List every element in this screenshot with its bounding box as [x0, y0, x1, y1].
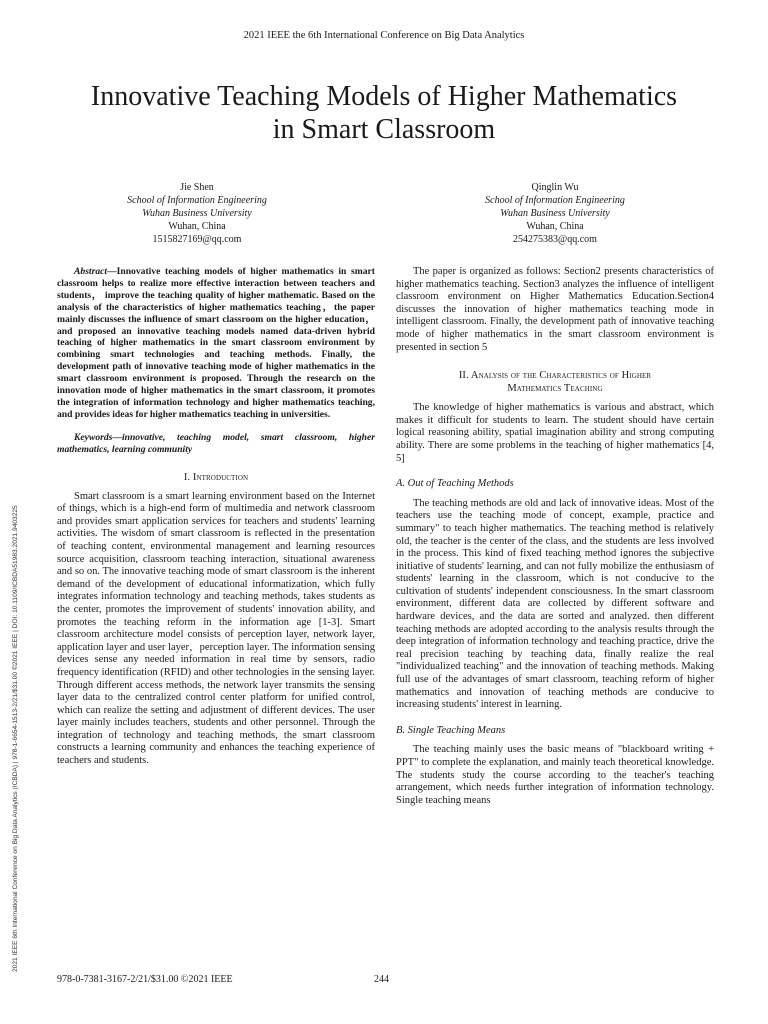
section-heading-line-1: II. Analysis of the Characteristics of Higher — [458, 370, 652, 382]
author-location: Wuhan, China — [168, 221, 226, 232]
subsection-heading-b: B. Single Teaching Means — [396, 724, 506, 736]
title-line-1: Innovative Teaching Models of Higher Mathematics — [90, 81, 678, 112]
right-column — [396, 266, 714, 807]
paper-title — [0, 80, 768, 146]
author-university: Wuhan Business University — [142, 208, 252, 219]
organization-paragraph: The paper is organized as follows: Section2 presents characteristics of higher mathematics teaching. Section3 analyzes the influence of intelligent classroom environment on Higher Mathematics Education.Section4 discusses the innovation of higher mathematics teaching mode in intelligent classroom. Finally, the development path of innovative teaching mode of higher mathematics in the smart classroom environment is presented in section 5 — [396, 266, 714, 353]
author-school: School of Information Engineering — [127, 195, 267, 206]
abstract — [57, 266, 375, 421]
characteristics-paragraph: The knowledge of higher mathematics is various and abstract, which makes it difficult for students to learn. The student should have certain logical reasoning ability, spatial imagination ability and strong computing ability. There are some problems in the teaching of higher mathematics [4, 5] — [396, 402, 714, 464]
author-name: Jie Shen — [180, 182, 214, 193]
page-number: 244 — [374, 974, 389, 985]
left-column — [57, 266, 375, 768]
section-heading-characteristics — [396, 369, 714, 395]
conference-header: 2021 IEEE the 6th International Conference on Big Data Analytics — [243, 30, 525, 41]
doi-side-note: 2021 IEEE 6th International Conference on Big Data Analytics (ICBDA) | 978-1-6654-1513-2/21/$31.00 ©2021 IEEE | DOI: 10.1109/ICBDA51983.2021.9403225 — [12, 505, 19, 972]
author-school: School of Information Engineering — [485, 195, 625, 206]
subsection-heading-a: A. Out of Teaching Methods — [396, 478, 514, 490]
teaching-methods-paragraph: The teaching methods are old and lack of innovative ideas. Most of the teachers use the teaching mode of concept, example, practice and summary" to teach higher mathematics. The teaching method is relatively old, the teacher is the center of the class, and the students are less involved in the process. This kind of fixed teaching method ignores the subjective initiative of students' learning, and can not fully mobilize the enthusiasm of students' learning in the classroom, which is not conducive to the cultivation of students' independent consciousness. In the smart classroom environment, different data are collected by different software and hardware devices, and the data are sorted and analyzed. then different teaching methods are adopted according to the analysis results through the deep integration of information technology and teaching practice, drive the real precision teaching by teaching data, finally realize the real "individualized teaching" and the innovation of teaching methods. Making full use of the advantages of smart classroom, teaching reform of higher mathematics and innovation of teaching methods are conducive to increasing students' interest in learning. — [396, 497, 714, 711]
title-line-2: in Smart Classroom — [272, 114, 496, 145]
footer-isbn: 978-0-7381-3167-2/21/$31.00 ©2021 IEEE — [57, 974, 233, 985]
introduction-paragraph: Smart classroom is a smart learning environment based on the Internet of things, which is a high-end form of multimedia and network classroom and provides smart application services for teachers and students' learning activities. The wisdom of smart classroom is reflected in the presentation of teaching content, environmental management and learning resources source acquisition, classroom teaching interaction, situational awareness and so on. The innovative teaching mode of smart classroom is the inherent demand of the development of educational informatization, which fully integrates information technology and teaching methods, takes students as the center, promotes the improvement of students' innovation ability, and promotes the teaching reform in the information age [1-3]. Smart classroom architecture model consists of perception layer, network layer, application layer and user layer，perception layer. The information sensing devices sense any needed information in real time by sensors, radio frequency identification (RFID) and other technologies in the sensing layer. Through different access methods, the network layer transmits the sensing layer data to the centralized control center platform for unified control, which can realize the setting and adjustment of different devices. The user layer mainly includes teachers, students and other personnel. Through the integration of technology and teaching methods, the smart classroom constructs a learning community and enhances the teaching experience of teachers and students. — [57, 490, 375, 767]
author-email: 1515827169@qq.com — [152, 234, 242, 245]
author-university: Wuhan Business University — [500, 208, 610, 219]
teaching-means-paragraph: The teaching mainly uses the basic means of "blackboard writing + PPT" to complete the explanation, and mainly teach theoretical knowledge. The students study the course according to the teacher's teaching arrangement, which needs further integration of information technology. Single teaching means — [396, 744, 714, 806]
abstract-lead: Abstract — [74, 266, 108, 277]
author-block-1 — [72, 181, 322, 246]
author-email: 254275383@qq.com — [513, 234, 597, 245]
keywords: Keywords—innovative, teaching model, smart classroom, higher mathematics, learning community — [57, 431, 375, 455]
author-location: Wuhan, China — [526, 221, 584, 232]
author-block-2 — [430, 181, 680, 246]
author-name: Qinglin Wu — [531, 182, 579, 193]
section-heading-line-2: Mathematics Teaching — [507, 383, 603, 395]
section-heading-introduction: I. Introduction — [183, 471, 249, 483]
abstract-text: —Innovative teaching models of higher mathematics in smart classroom helps to realize more effective interaction between teachers and students， improve the teaching quality of higher mathematic. Based on the analysis of the characteristics of higher mathematics teaching，the paper mainly discusses the influence of smart classroom on the higher education， and proposed an innovative teaching models named data-driven hybrid teaching of higher mathematics in the smart classroom environment by combining smart technologies and teaching methods. Finally, the development path of innovative teaching mode of higher mathematics in the smart classroom environment is proposed. Through the research on the innovation mode of higher mathematics in the smart classroom, it promotes the integration of information technology and higher mathematics teaching, and provides ideas for higher mathematics teaching in universities. — [57, 266, 375, 420]
